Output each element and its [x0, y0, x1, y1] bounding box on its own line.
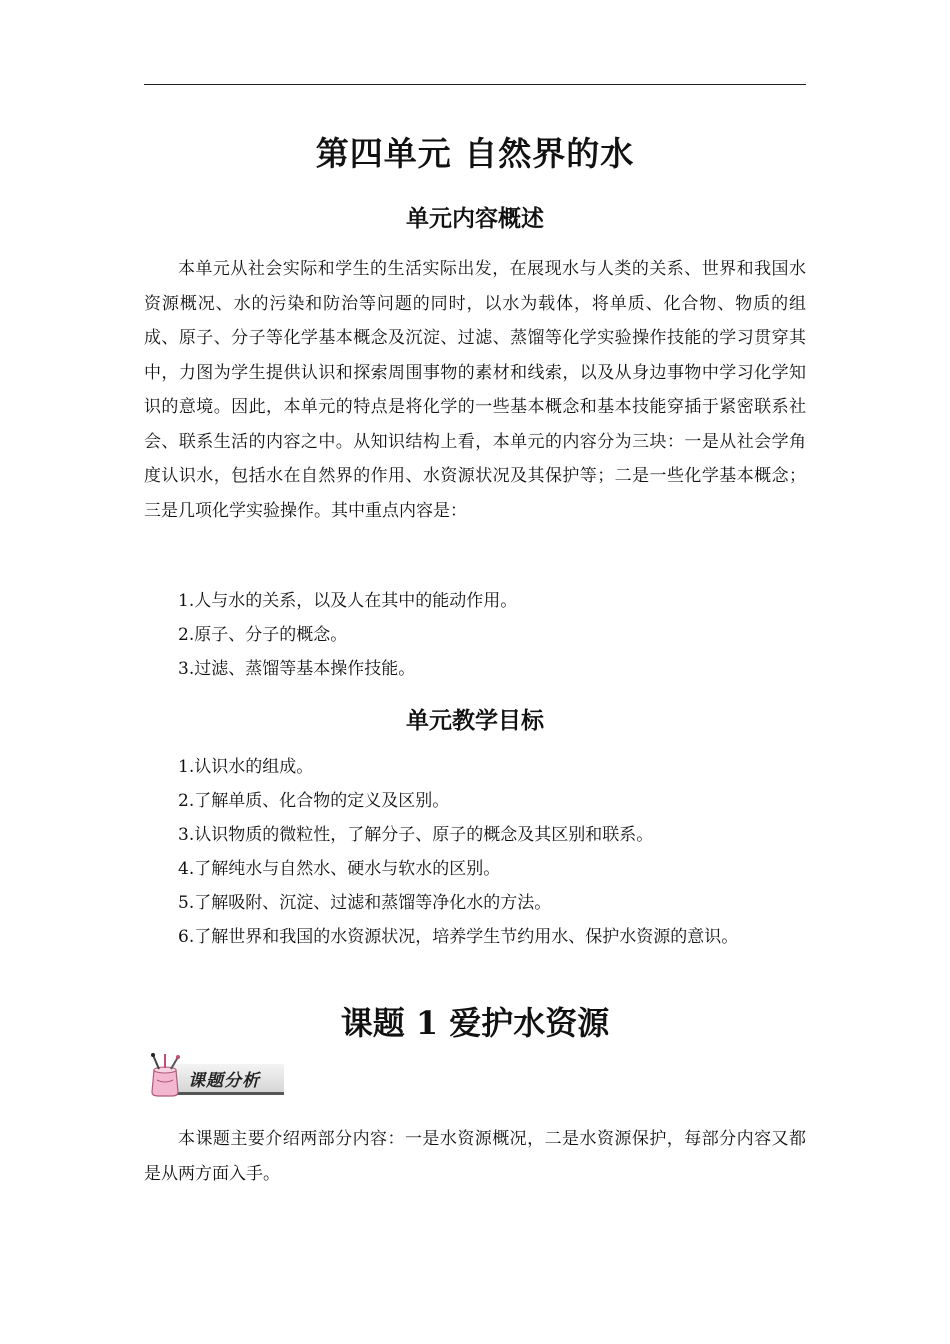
overview-paragraph: 本单元从社会实际和学生的生活实际出发，在展现水与人类的关系、世界和我国水资源概况、水的污染和防治等问题的同时，以水为载体，将单质、化合物、物质的组成、原子、分子等化学基本概念及沉淀、过滤、蒸馏等化学实验操作技能的学习贯穿其中，力图为学生提供认识和探索周围事物的素材和线索，以及从身边事物中学习化学知识的意境。因此，本单元的特点是将化学的一些基本概念和基本技能穿插于紧密联系社会、联系生活的内容之中。从知识结构上看，本单元的内容分为三块：一是从社会学角度认识水，包括水在自然界的作用、水资源状况及其保护等；二是一些化学基本概念；三是几项化学实验操作。其中重点内容是：: [144, 259, 806, 521]
lesson-paragraph: 本课题主要介绍两部分内容：一是水资源概况，二是水资源保护，每部分内容又都是从两方面入手。: [144, 1129, 806, 1184]
brush-pot-icon: [144, 1052, 188, 1098]
overview-heading: 单元内容概述: [406, 206, 544, 232]
objectives-heading: 单元教学目标: [406, 708, 544, 734]
unit-title: 第四单元 自然界的水: [315, 134, 635, 173]
header-rule: [144, 84, 806, 85]
list-item: 2.原子、分子的概念。: [178, 625, 348, 645]
list-item: 5.了解吸附、沉淀、过滤和蒸馏等净化水的方法。: [178, 893, 552, 913]
key-points-list: [178, 584, 818, 686]
list-item: 4.了解纯水与自然水、硬水与软水的区别。: [178, 859, 501, 879]
list-item: 2.了解单质、化合物的定义及区别。: [178, 791, 450, 811]
list-item: 1.认识水的组成。: [178, 757, 314, 777]
list-item: 3.过滤、蒸馏等基本操作技能。: [178, 659, 416, 679]
list-item: 3.认识物质的微粒性，了解分子、原子的概念及其区别和联系。: [178, 825, 654, 845]
badge-label: 课题分析: [188, 1071, 260, 1091]
lesson-analysis-badge: [144, 1052, 286, 1098]
lesson-title: 课题 1 爱护水资源: [340, 1004, 610, 1042]
list-item: 6.了解世界和我国的水资源状况，培养学生节约用水、保护水资源的意识。: [178, 927, 739, 947]
objectives-list: [178, 750, 818, 954]
list-item: 1.人与水的关系，以及人在其中的能动作用。: [178, 591, 518, 611]
